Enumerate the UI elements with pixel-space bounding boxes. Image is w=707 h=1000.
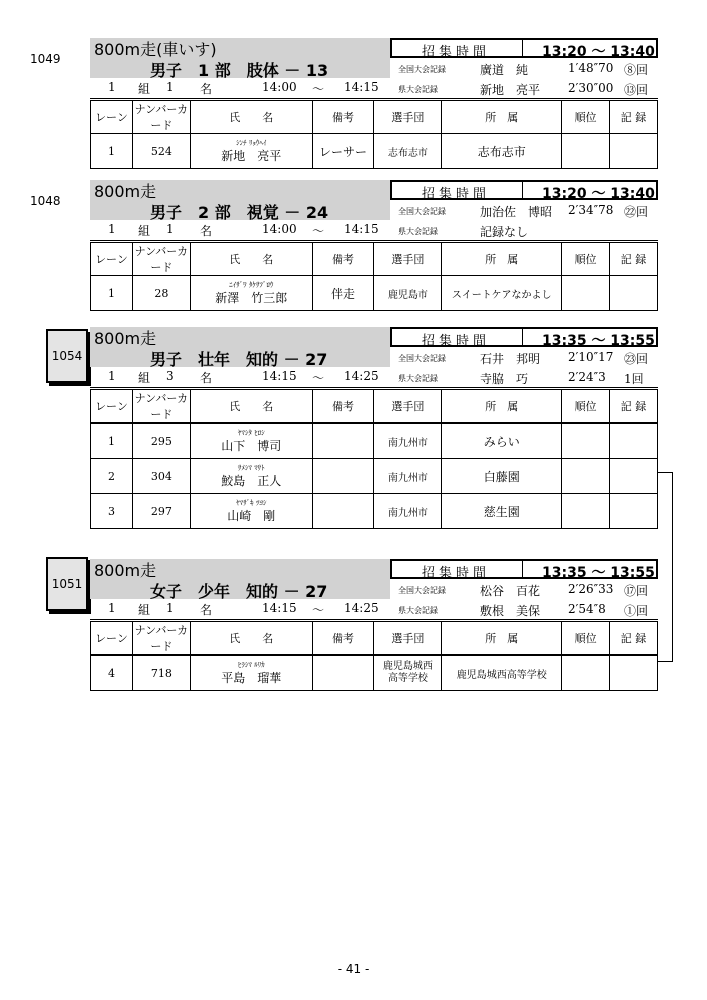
heat-unit: 組 bbox=[138, 82, 151, 96]
pref-record-label: 県大会記録 bbox=[398, 85, 438, 94]
table-row bbox=[91, 276, 658, 311]
col-lane: レーン bbox=[91, 243, 133, 276]
call-time-label: 招集時間 bbox=[422, 566, 491, 581]
record bbox=[610, 276, 658, 311]
time-tilde: ～ bbox=[312, 224, 325, 238]
col-record: 記 録 bbox=[610, 622, 658, 656]
col-note: 備考 bbox=[312, 390, 374, 424]
note bbox=[312, 423, 374, 459]
athlete-name: 新澤 竹三郎 bbox=[215, 290, 288, 305]
national-record-holder: 松谷 百花 bbox=[480, 584, 541, 598]
table-header bbox=[91, 622, 658, 656]
national-record-time: 2′26″33 bbox=[568, 582, 614, 596]
team: 南九州市 bbox=[374, 423, 442, 459]
team: 鹿児島城西高等学校 bbox=[374, 655, 442, 691]
call-time-box bbox=[390, 327, 658, 347]
lane: 4 bbox=[91, 655, 133, 691]
pref-record-holder: 寺脇 巧 bbox=[480, 372, 529, 386]
pref-record-holder: 記録なし bbox=[480, 225, 529, 239]
national-record-time: 1′48″70 bbox=[568, 61, 614, 75]
lane: 2 bbox=[91, 459, 133, 494]
end-time: 14:25 bbox=[344, 369, 379, 383]
event-number: 1049 bbox=[30, 52, 61, 66]
event-title: 800m走 bbox=[94, 182, 157, 201]
results-table bbox=[90, 100, 658, 169]
call-time-label: 招集時間 bbox=[422, 187, 491, 202]
rank bbox=[562, 459, 610, 494]
note bbox=[312, 655, 374, 691]
national-record-round: ⑧回 bbox=[624, 63, 649, 77]
pref-record-label: 県大会記録 bbox=[398, 374, 438, 383]
athlete-kana: ﾔﾏｻﾞｷ ﾂﾖｼ bbox=[236, 498, 267, 507]
pref-record-round: ⑬回 bbox=[624, 83, 649, 97]
group-connector bbox=[658, 472, 673, 662]
athlete-kana: ｻﾒｼﾏ ﾏｻﾄ bbox=[237, 463, 265, 472]
pref-record-label: 県大会記録 bbox=[398, 227, 438, 236]
athlete-name-cell bbox=[190, 459, 312, 494]
start-time: 14:00 bbox=[262, 222, 297, 236]
start-time: 14:15 bbox=[262, 369, 297, 383]
call-time-value: 13:20 ～ 13:40 bbox=[542, 44, 655, 60]
col-lane: レーン bbox=[91, 390, 133, 424]
entry-count: 1 bbox=[166, 222, 174, 236]
call-time-label: 招集時間 bbox=[422, 334, 491, 349]
team: 南九州市 bbox=[374, 494, 442, 529]
national-record-round: ㉓回 bbox=[624, 352, 649, 366]
event-title: 800m走(車いす) bbox=[94, 40, 217, 59]
time-tilde: ～ bbox=[312, 603, 325, 617]
heat-unit: 組 bbox=[138, 603, 151, 617]
pref-record-time: 2′54″8 bbox=[568, 602, 606, 616]
event-title: 800m走 bbox=[94, 329, 157, 348]
end-time: 14:25 bbox=[344, 601, 379, 615]
count-unit: 名 bbox=[200, 603, 213, 617]
col-note: 備考 bbox=[312, 243, 374, 276]
event-number: 1048 bbox=[30, 194, 61, 208]
national-record-label: 全国大会記録 bbox=[398, 354, 446, 363]
lane: 3 bbox=[91, 494, 133, 529]
national-record-holder: 廣道 純 bbox=[480, 63, 529, 77]
athlete-name: 新地 亮平 bbox=[221, 148, 282, 163]
athlete-name: 山崎 剛 bbox=[227, 508, 276, 523]
affiliation: 鹿児島城西高等学校 bbox=[442, 655, 562, 691]
event-header bbox=[90, 559, 390, 599]
team: 南九州市 bbox=[374, 459, 442, 494]
number: 718 bbox=[132, 655, 190, 691]
table-row bbox=[91, 459, 658, 494]
pref-record-time: 2′30″00 bbox=[568, 81, 614, 95]
pref-record bbox=[390, 220, 658, 240]
pref-record-round: 1回 bbox=[624, 372, 644, 386]
national-record-time: 2′34″78 bbox=[568, 203, 614, 217]
count-unit: 名 bbox=[200, 82, 213, 96]
call-time-box bbox=[390, 559, 658, 579]
col-team: 選手団 bbox=[374, 390, 442, 424]
entry-count: 3 bbox=[166, 369, 174, 383]
athlete-kana: ﾔﾏｼﾀ ﾋﾛｼ bbox=[237, 428, 265, 437]
col-rank: 順位 bbox=[562, 101, 610, 134]
team: 志布志市 bbox=[374, 134, 442, 169]
end-time: 14:15 bbox=[344, 80, 379, 94]
col-lane: レーン bbox=[91, 101, 133, 134]
record bbox=[610, 134, 658, 169]
record bbox=[610, 459, 658, 494]
event-subtitle: 男子 壮年 知的 － 27 bbox=[150, 350, 328, 369]
athlete-name-cell bbox=[190, 494, 312, 529]
event-block-1048 bbox=[30, 180, 660, 305]
event-subtitle: 女子 少年 知的 － 27 bbox=[150, 582, 328, 601]
call-time-box bbox=[390, 180, 658, 200]
national-record bbox=[390, 579, 658, 599]
col-affil: 所 属 bbox=[442, 101, 562, 134]
col-name: 氏 名 bbox=[190, 101, 312, 134]
note: 伴走 bbox=[312, 276, 374, 311]
results-table bbox=[90, 621, 658, 691]
number: 304 bbox=[132, 459, 190, 494]
pref-record-holder: 敷根 美保 bbox=[480, 604, 541, 618]
heat-unit: 組 bbox=[138, 371, 151, 385]
athlete-name: 平島 瑠華 bbox=[221, 670, 282, 685]
pref-record bbox=[390, 367, 658, 387]
heat-number: 1 bbox=[108, 80, 116, 94]
athlete-name-cell bbox=[190, 134, 312, 169]
rank bbox=[562, 134, 610, 169]
event-header bbox=[90, 38, 390, 78]
col-rank: 順位 bbox=[562, 390, 610, 424]
athlete-name-cell bbox=[190, 423, 312, 459]
rank bbox=[562, 494, 610, 529]
affiliation: みらい bbox=[442, 423, 562, 459]
affiliation: 白藤園 bbox=[442, 459, 562, 494]
record bbox=[610, 655, 658, 691]
national-record bbox=[390, 58, 658, 78]
col-team: 選手団 bbox=[374, 101, 442, 134]
national-record bbox=[390, 347, 658, 367]
national-record-label: 全国大会記録 bbox=[398, 65, 446, 74]
event-title: 800m走 bbox=[94, 561, 157, 580]
time-tilde: ～ bbox=[312, 371, 325, 385]
col-number: ナンバーカード bbox=[132, 622, 190, 656]
col-team: 選手団 bbox=[374, 622, 442, 656]
table-row bbox=[91, 494, 658, 529]
national-record-round: ㉒回 bbox=[624, 205, 649, 219]
note: レーサー bbox=[312, 134, 374, 169]
results-table bbox=[90, 242, 658, 311]
count-unit: 名 bbox=[200, 371, 213, 385]
note bbox=[312, 494, 374, 529]
entry-count: 1 bbox=[166, 601, 174, 615]
event-block-1054 bbox=[30, 327, 660, 527]
pref-record-label: 県大会記録 bbox=[398, 606, 438, 615]
event-subtitle: 男子 1 部 肢体 － 13 bbox=[150, 61, 329, 80]
col-number: ナンバーカード bbox=[132, 101, 190, 134]
results-table bbox=[90, 389, 658, 529]
page-number: - 41 - bbox=[337, 962, 370, 976]
call-time-value: 13:20 ～ 13:40 bbox=[542, 186, 655, 202]
pref-record-time: 2′24″3 bbox=[568, 370, 606, 384]
pref-record bbox=[390, 78, 658, 98]
col-note: 備考 bbox=[312, 101, 374, 134]
heat-unit: 組 bbox=[138, 224, 151, 238]
col-record: 記 録 bbox=[610, 101, 658, 134]
national-record-label: 全国大会記録 bbox=[398, 586, 446, 595]
number: 295 bbox=[132, 423, 190, 459]
col-name: 氏 名 bbox=[190, 390, 312, 424]
col-lane: レーン bbox=[91, 622, 133, 656]
entry-count: 1 bbox=[166, 80, 174, 94]
pref-record-holder: 新地 亮平 bbox=[480, 83, 541, 97]
col-number: ナンバーカード bbox=[132, 390, 190, 424]
col-affil: 所 属 bbox=[442, 622, 562, 656]
national-record-holder: 加治佐 博昭 bbox=[480, 205, 553, 219]
start-time: 14:00 bbox=[262, 80, 297, 94]
athlete-kana: ｼﾝﾁ ﾘｮｳﾍｲ bbox=[236, 138, 267, 147]
number: 28 bbox=[132, 276, 190, 311]
event-block-1049 bbox=[30, 38, 660, 163]
note bbox=[312, 459, 374, 494]
national-record-time: 2′10″17 bbox=[568, 350, 614, 364]
count-unit: 名 bbox=[200, 224, 213, 238]
number: 524 bbox=[132, 134, 190, 169]
number: 297 bbox=[132, 494, 190, 529]
rank bbox=[562, 655, 610, 691]
col-name: 氏 名 bbox=[190, 243, 312, 276]
national-record bbox=[390, 200, 658, 220]
event-header bbox=[90, 180, 390, 220]
athlete-name-cell bbox=[190, 655, 312, 691]
lane: 1 bbox=[91, 134, 133, 169]
athlete-name: 鮫島 正人 bbox=[221, 473, 282, 488]
col-rank: 順位 bbox=[562, 243, 610, 276]
call-time-value: 13:35 ～ 13:55 bbox=[542, 333, 655, 349]
col-record: 記 録 bbox=[610, 243, 658, 276]
col-rank: 順位 bbox=[562, 622, 610, 656]
pref-record-round: ①回 bbox=[624, 604, 649, 618]
col-affil: 所 属 bbox=[442, 243, 562, 276]
call-time-box bbox=[390, 38, 658, 58]
call-time-label: 招集時間 bbox=[422, 45, 491, 60]
affiliation: 志布志市 bbox=[442, 134, 562, 169]
affiliation: スイートケアなかよし bbox=[442, 276, 562, 311]
col-affil: 所 属 bbox=[442, 390, 562, 424]
heat-number: 1 bbox=[108, 222, 116, 236]
national-record-round: ⑰回 bbox=[624, 584, 649, 598]
team: 鹿児島市 bbox=[374, 276, 442, 311]
heat-number: 1 bbox=[108, 369, 116, 383]
athlete-name: 山下 博司 bbox=[221, 438, 282, 453]
national-record-label: 全国大会記録 bbox=[398, 207, 446, 216]
pref-record bbox=[390, 599, 658, 619]
table-row bbox=[91, 655, 658, 691]
start-time: 14:15 bbox=[262, 601, 297, 615]
athlete-kana: ﾆｲｻﾞﾜ ﾀｹｻﾌﾞﾛｳ bbox=[229, 280, 274, 289]
lane: 1 bbox=[91, 423, 133, 459]
record bbox=[610, 494, 658, 529]
athlete-name-cell bbox=[190, 276, 312, 311]
col-record: 記 録 bbox=[610, 390, 658, 424]
event-header bbox=[90, 327, 390, 367]
event-block-1051 bbox=[30, 559, 660, 685]
end-time: 14:15 bbox=[344, 222, 379, 236]
table-header bbox=[91, 101, 658, 134]
event-number: 1054 bbox=[46, 329, 88, 383]
event-subtitle: 男子 2 部 視覚 － 24 bbox=[150, 203, 329, 222]
table-row bbox=[91, 134, 658, 169]
national-record-holder: 石井 邦明 bbox=[480, 352, 541, 366]
time-tilde: ～ bbox=[312, 82, 325, 96]
col-name: 氏 名 bbox=[190, 622, 312, 656]
table-row bbox=[91, 423, 658, 459]
table-header bbox=[91, 243, 658, 276]
affiliation: 慈生園 bbox=[442, 494, 562, 529]
athlete-kana: ﾋﾗｼﾏ ﾙﾘｶ bbox=[237, 660, 265, 669]
heat-number: 1 bbox=[108, 601, 116, 615]
table-header bbox=[91, 390, 658, 424]
lane: 1 bbox=[91, 276, 133, 311]
event-number: 1051 bbox=[46, 557, 88, 611]
col-team: 選手団 bbox=[374, 243, 442, 276]
col-number: ナンバーカード bbox=[132, 243, 190, 276]
call-time-value: 13:35 ～ 13:55 bbox=[542, 565, 655, 581]
rank bbox=[562, 276, 610, 311]
rank bbox=[562, 423, 610, 459]
record bbox=[610, 423, 658, 459]
col-note: 備考 bbox=[312, 622, 374, 656]
